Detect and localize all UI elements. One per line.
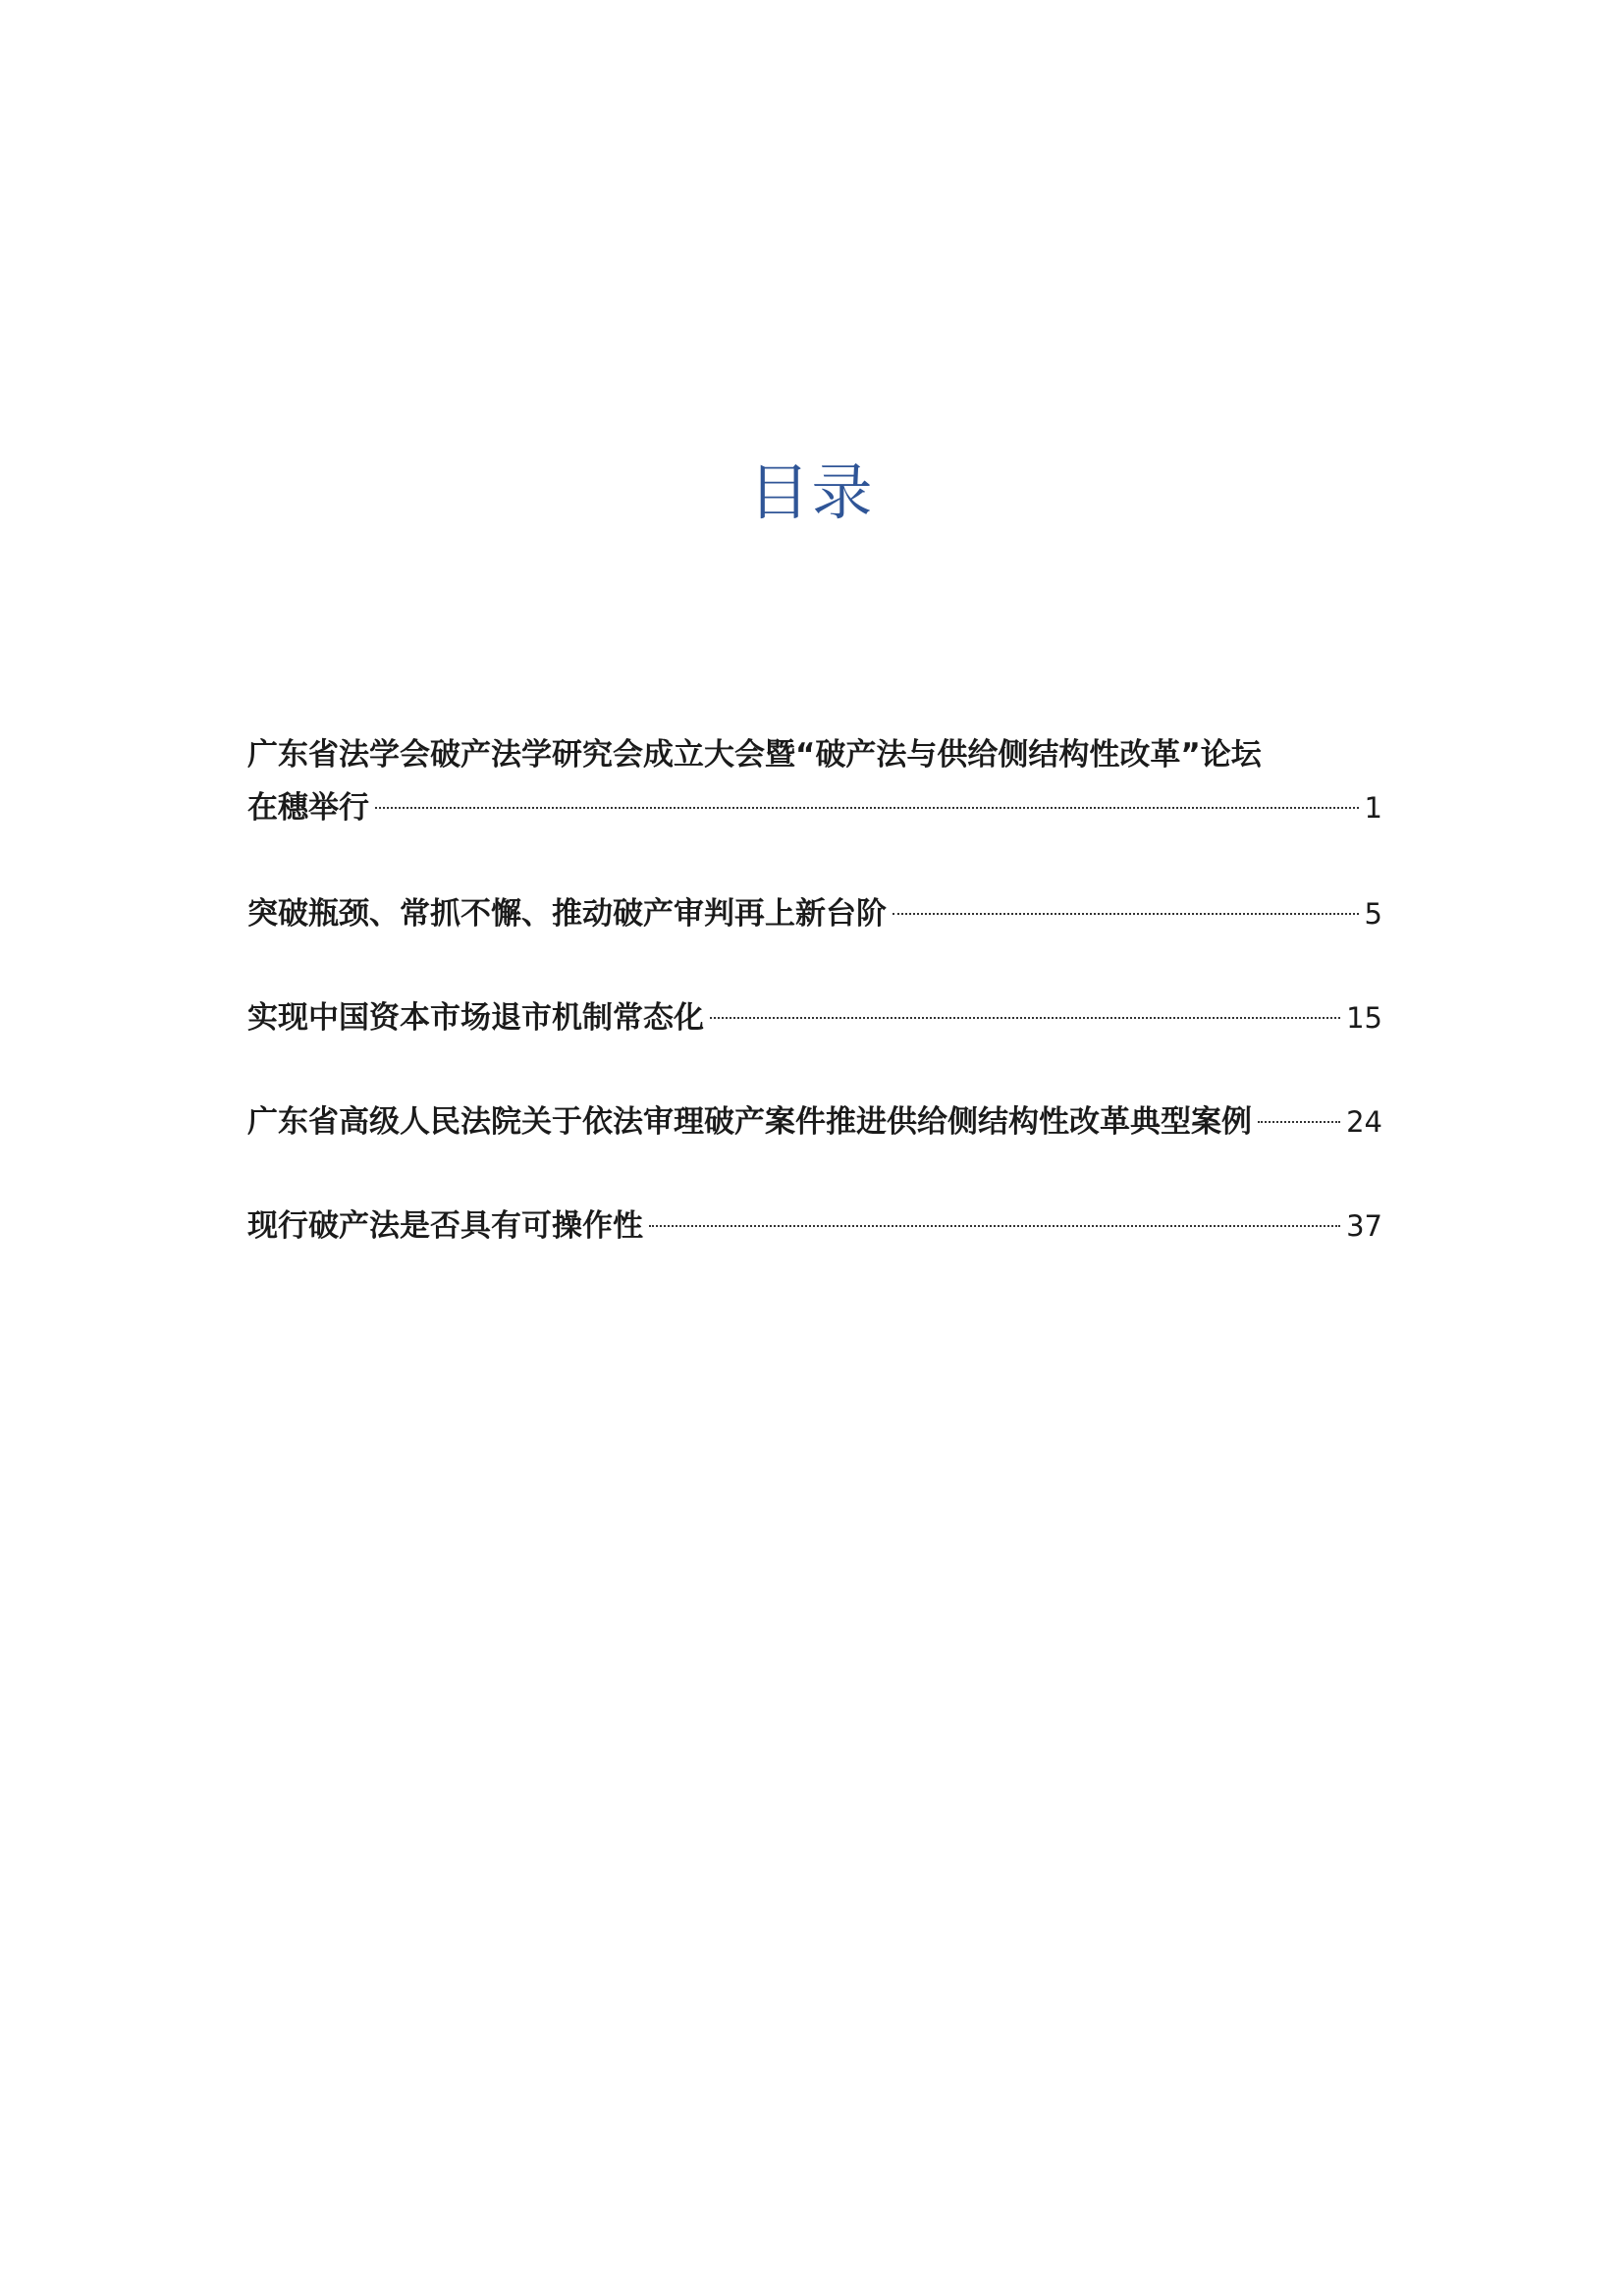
toc-entry-title: 实现中国资本市场退市机制常态化 bbox=[247, 1000, 704, 1036]
toc-page-number: 37 bbox=[1346, 1209, 1382, 1243]
toc-page-number: 15 bbox=[1346, 1001, 1382, 1035]
toc-entry-line bbox=[247, 887, 1382, 940]
toc-page-number: 1 bbox=[1364, 791, 1382, 825]
toc-entry[interactable] bbox=[247, 991, 1382, 1044]
table-of-contents bbox=[247, 728, 1382, 1253]
toc-entry-line bbox=[247, 1200, 1382, 1253]
toc-entry-line bbox=[247, 1095, 1382, 1148]
toc-entry[interactable] bbox=[247, 1200, 1382, 1253]
toc-entry[interactable] bbox=[247, 1095, 1382, 1148]
toc-entry-title: 突破瓶颈、常抓不懈、推动破产审判再上新台阶 bbox=[247, 896, 887, 932]
toc-entry-title: 现行破产法是否具有可操作性 bbox=[247, 1208, 643, 1244]
page-title: 目录 bbox=[748, 456, 875, 528]
toc-entry-title-line: 广东省法学会破产法学研究会成立大会暨“破产法与供给侧结构性改革”论坛 bbox=[247, 737, 1262, 773]
dot-leader bbox=[375, 807, 1359, 809]
dot-leader bbox=[649, 1225, 1340, 1227]
dot-leader bbox=[1258, 1121, 1340, 1123]
toc-entry[interactable] bbox=[247, 887, 1382, 940]
toc-page-number: 5 bbox=[1364, 897, 1382, 931]
toc-page-number: 24 bbox=[1346, 1105, 1382, 1139]
toc-entry-line bbox=[247, 781, 1382, 834]
toc-entry-title: 在穗举行 bbox=[247, 790, 369, 826]
dot-leader bbox=[893, 913, 1359, 915]
toc-entry-line bbox=[247, 991, 1382, 1044]
toc-entry[interactable] bbox=[247, 728, 1382, 834]
dot-leader bbox=[710, 1017, 1340, 1019]
toc-entry-title: 广东省高级人民法院关于依法审理破产案件推进供给侧结构性改革典型案例 bbox=[247, 1104, 1252, 1140]
